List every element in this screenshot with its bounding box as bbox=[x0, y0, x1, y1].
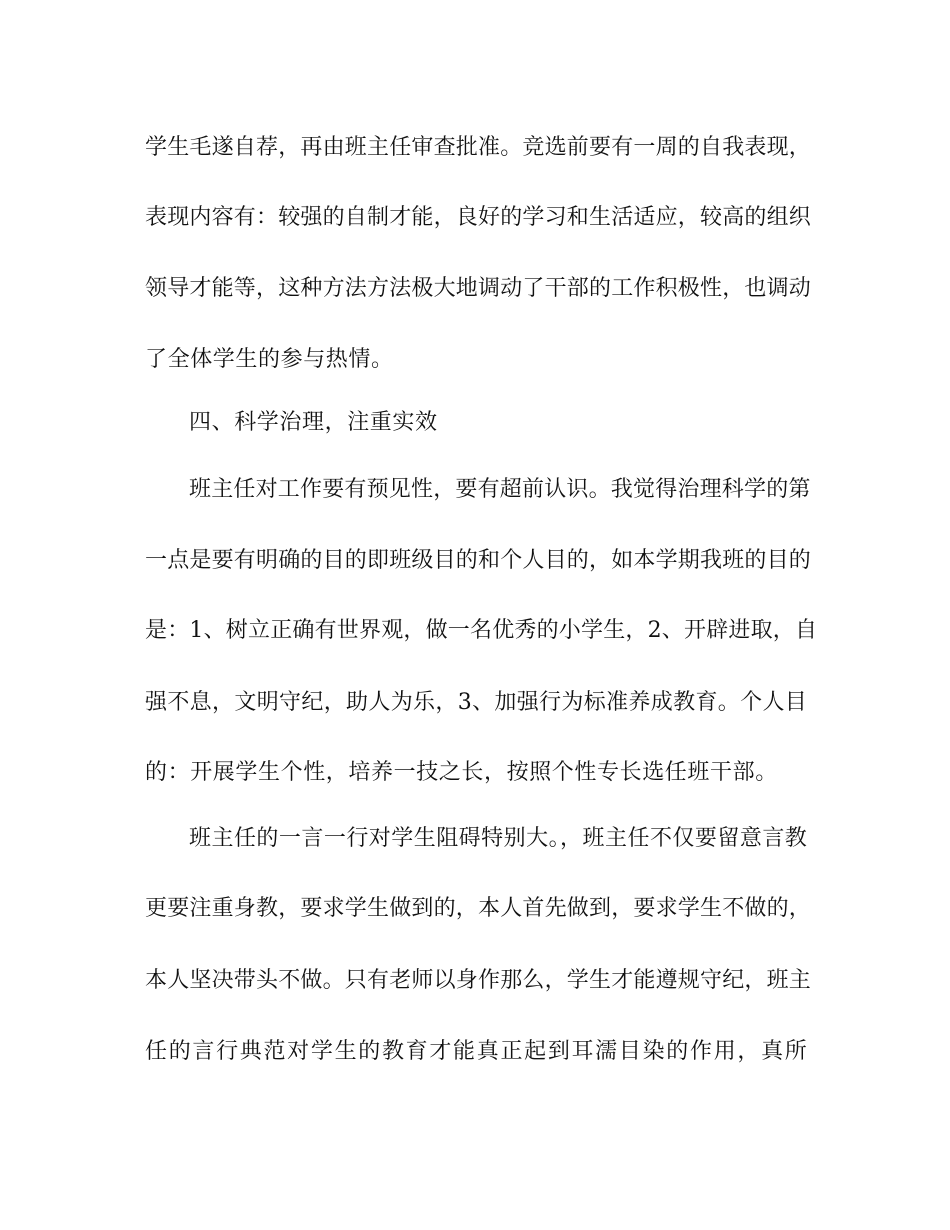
paragraph-1-line-4: 了全体学生的参与热情。 bbox=[145, 347, 394, 372]
section-heading: 四、科学治理，注重实效 bbox=[189, 410, 438, 435]
paragraph-3-line-2: 更要注重身教，要求学生做到的，本人首先做到，要求学生不做的， bbox=[145, 896, 812, 921]
paragraph-2-line-2: 一点是要有明确的目的即班级目的和个人目的，如本学期我班的目的 bbox=[145, 548, 812, 573]
paragraph-3-line-4: 任的言行典范对学生的教育才能真正起到耳濡目染的作用，真所 bbox=[145, 1039, 807, 1064]
paragraph-1-line-3: 领导才能等，这种方法方法极大地调动了干部的工作积极性，也调动 bbox=[145, 276, 812, 301]
paragraph-2-line-4: 强不息，文明守纪，助人为乐，3、加强行为标准养成教育。个人目 bbox=[145, 690, 807, 715]
paragraph-3-line-1: 班主任的一言一行对学生阻碍特别大。，班主任不仅要留意言教 bbox=[189, 826, 807, 851]
paragraph-2-line-5: 的：开展学生个性，培养一技之长，按照个性专长选任班干部。 bbox=[145, 760, 778, 785]
paragraph-1-line-2: 表现内容有：较强的自制才能，良好的学习和生活适应，较高的组织 bbox=[145, 205, 812, 230]
paragraph-2-line-1: 班主任对工作要有预见性，要有超前认识。我觉得治理科学的第 bbox=[189, 477, 811, 502]
paragraph-2-line-3: 是：1、树立正确有世界观，做一名优秀的小学生，2、开辟进取，自 bbox=[145, 618, 818, 643]
paragraph-3-line-3: 本人坚决带头不做。只有老师以身作那么，学生才能遵规守纪，班主 bbox=[145, 968, 812, 993]
paragraph-1-line-1: 学生毛遂自荐，再由班主任审查批准。竞选前要有一周的自我表现， bbox=[145, 135, 812, 160]
